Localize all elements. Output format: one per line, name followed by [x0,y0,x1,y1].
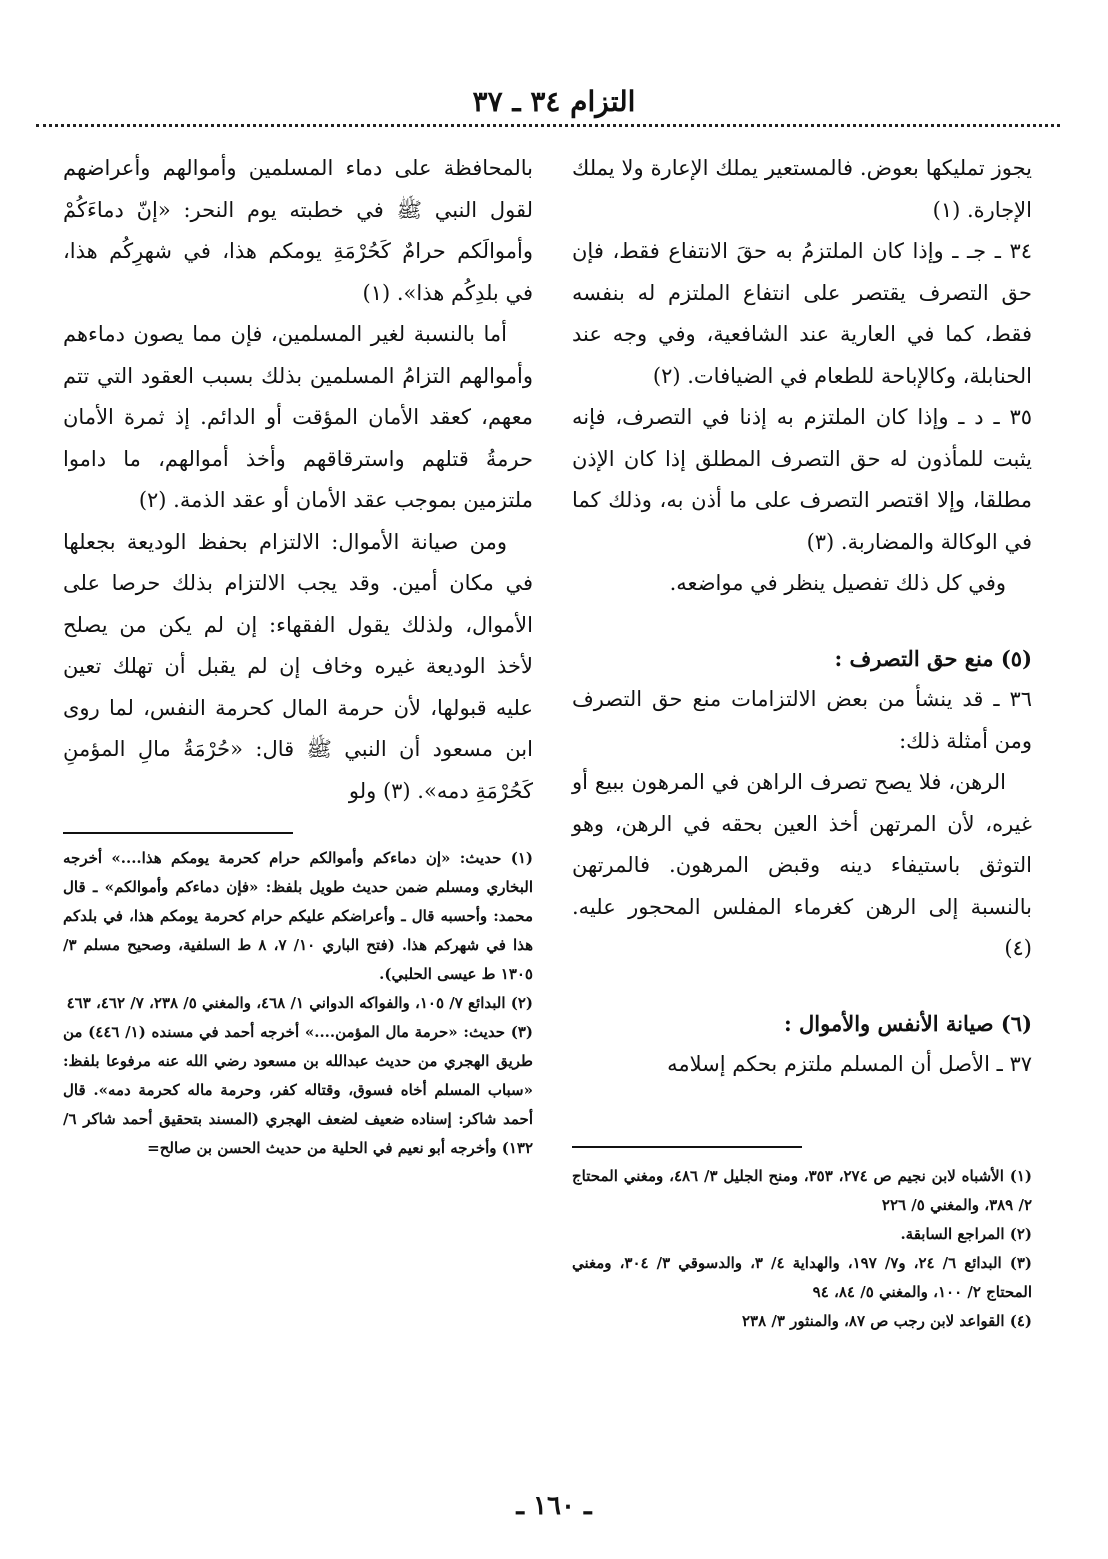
paragraph-34: ٣٤ ـ جـ ـ وإذا كان الملتزمُ به حقَ الانتفاع فقط، فإن حق التصرف يقتصر على انتفاع الملتزم له بنفسه فقط، كما في العارية عند الشافعية، وفي وجه عند الحنابلة، وكالإباحة للطعام في الضيافات. (٢) [572,239,1032,388]
paragraph-35: ٣٥ ـ د ـ وإذا كان الملتزم به إذنا في التصرف، فإنه يثبت للمأذون له حق التصرف المطلق إذا كان الإذن مطلقا، وإلا اقتصر التصرف على ما أذن به، وذلك كما في الوكالة والمضاربة. (٣) [572,405,1032,554]
section-heading-5: (٥) منع حق التصرف : [834,645,1032,671]
paragraph-36-body: الرهن، فلا يصح تصرف الراهن في المرهون ببيع أو غيره، لأن المرتهن أخذ العين بحقه في الرهن، وهو التوثق باستيفاء دينه وقبض المرهون. فالمرتهن بالنسبة إلى الرهن كغرماء المفلس المحجور عليه. (٤) [572,770,1032,960]
footnote-2: (٢) المراجع السابقة. [900,1224,1032,1243]
footnote-separator [63,832,293,834]
right-column [572,148,1032,1336]
page-number: ـ ١٦٠ ـ [516,1491,592,1521]
paragraph-deposit: ومن صيانة الأموال: الالتزام بحفظ الوديعة بجعلها في مكان أمين. وقد يجب الالتزام بذلك حرصا على الأموال، ولذلك يقول الفقهاء: إن لم يكن من يصلح لأخذ الوديعة غيره وخاف إن لم يقبل أن تهلك تعين عليه قبولها، لأن حرمة المال كحرمة النفس، لما روى ابن مسعود أن النبي ﷺ قال: «حُرْمَةُ مالِ المؤمنِ كَحُرْمَةِ دمه». (٣) ولو [63,529,533,803]
paragraph-muslim-protection: بالمحافظة على دماء المسلمين وأموالهم وأعراضهم لقول النبي ﷺ في خطبته يوم النحر: «إنّ دماءَكُمْ وأموالَكم حرامٌ كَحُرْمَةِ يومكم هذا، في شهرِكُم هذا، في بلدِكُم هذا». (١) [63,156,533,305]
footnote-separator [572,1146,802,1148]
footnote-3: (٣) حديث: «حرمة مال المؤمن....» أخرجه أحمد في مسنده (١/ ٤٤٦) من طريق الهجري من حديث عبدالله بن مسعود رضي الله عنه مرفوعا بلفظ: «سباب المسلم أخاه فسوق، وقتاله كفر، وحرمة ماله كحرمة دمه». قال أحمد شاكر: إسناده ضعيف لضعف الهجري (المسند بتحقيق أحمد شاكر ٦/ ١٣٢) وأخرجه أبو نعيم في الحلية من حديث الحسن بن صالح= [63,1023,533,1157]
paragraph-36: ٣٦ ـ قد ينشأ من بعض الالتزامات منع حق التصرف ومن أمثلة ذلك: [572,687,1032,753]
page-header-title: التزام ٣٤ ـ ٣٧ [472,85,636,118]
footnote-2: (٢) البدائع ٧/ ١٠٥، والفواكه الدواني ١/ ٤٦٨، والمغني ٥/ ٢٣٨، ٧/ ٤٦٢، ٤٦٣ [66,994,533,1012]
footnote-4: (٤) القواعد لابن رجب ص ٨٧، والمنثور ٣/ ٢٣٨ [741,1311,1032,1330]
paragraph-note: وفي كل ذلك تفصيل ينظر في مواضعه. [669,571,1006,595]
footnote-1: (١) حديث: «إن دماءكم وأموالكم حرام كحرمة يومكم هذا....» أخرجه البخاري ومسلم ضمن حديث طويل بلفظ: «فإن دماءكم وأموالكم» ـ قال محمد: وأحسبه قال ـ وأعراضكم عليكم حرام كحرمة يومكم هذا، في بلدكم هذا في شهركم هذا. (فتح الباري ١٠/ ٧، ٨ ط السلفية، وصحيح مسلم ٣/ ١٣٠٥ ط عيسى الحلبي). [63,849,533,983]
spacer [572,605,1032,638]
paragraph-continuation: يجوز تمليكها بعوض. فالمستعير يملك الإعارة ولا يملك الإجارة. (١) [572,156,1032,222]
spacer [572,970,1032,1003]
paragraph-37: ٣٧ ـ الأصل أن المسلم ملتزم بحكم إسلامه [667,1052,1032,1076]
footnote-3: (٣) البدائع ٦/ ٢٤، و٧/ ١٩٧، والهداية ٤/ ٣، والدسوقي ٣/ ٣٠٤، ومغني المحتاج ٢/ ١٠٠، والمغني ٥/ ٨٤، ٩٤ [572,1253,1032,1301]
header-dotted-rule [36,124,1060,127]
footnote-1: (١) الأشباه لابن نجيم ص ٢٧٤، ٣٥٣، ومنح الجليل ٣/ ٤٨٦، ومغني المحتاج ٢/ ٣٨٩، والمغني ٥/ ٢٢٦ [572,1166,1033,1214]
left-column [63,148,533,1163]
section-heading-6: (٦) صيانة الأنفس والأموال : [783,1010,1032,1036]
paragraph-non-muslims: أما بالنسبة لغير المسلمين، فإن مما يصون دماءهم وأموالهم التزامُ المسلمين بذلك بسبب العقود التي تتم معهم، كعقد الأمان المؤقت أو الدائم. إذ ثمرة الأمان حرمةُ قتلهم واسترقاقهم وأخذ أموالهم، ما داموا ملتزمين بموجب عقد الأمان أو عقد الذمة. (٢) [63,322,533,512]
